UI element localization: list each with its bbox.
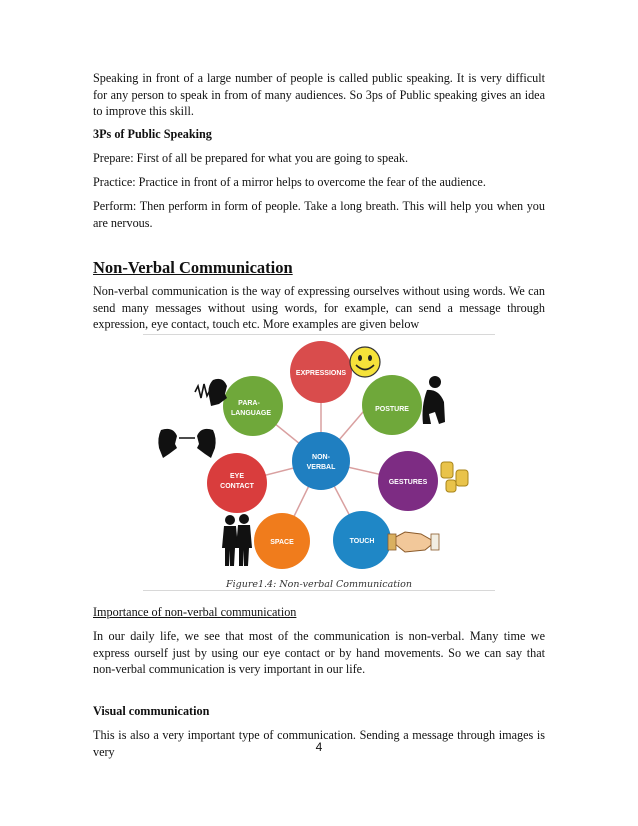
posture-label: POSTURE [375,406,409,413]
intro-paragraph: Speaking in front of a large number of people is called public speaking. It is very difficult for any person to speak in from of many audiences. So 3ps of Public speaking gives an idea to improve this skill. [93,71,545,118]
sitting-person-icon [423,376,446,424]
nonverbal-heading: Non-Verbal Communication [93,258,293,277]
visual-paragraph: This is also a very important type of communication. Sending a message through images is very [93,728,545,759]
nonverbal-diagram [143,334,495,579]
speaking-head-icon [195,379,227,406]
visual-title: Visual communication [93,704,210,718]
importance-title: Importance of non-verbal communication [93,605,297,619]
importance-paragraph: In our daily life, we see that most of the communication is non-verbal. Many time we express ourself just by using our eye contact or by hand movements. So we can say that non-verbal communication is very important in our life. [93,629,545,676]
center-label-line2: VERBAL [306,464,336,471]
hands-gesture-icon [441,462,468,492]
two-people-icon [222,514,252,566]
eye-label-line1: EYE [229,473,245,480]
smiley-icon [350,347,380,377]
para-label-line1: PARA- [238,400,260,407]
para-label-line2: LANGUAGE [230,410,272,417]
center-node [292,432,350,490]
practice-paragraph: Practice: Practice in front of a mirror helps to overcome the fear of the audience. [93,175,486,189]
prepare-paragraph: Prepare: First of all be prepared for what you are going to speak. [93,151,409,165]
figure-caption: Figure1.4: Non-verbal Communication [226,579,412,590]
figure-bottom-rule [143,590,495,591]
space-node [254,513,310,569]
space-label: SPACE [270,539,294,546]
handshake-icon [388,532,439,552]
page-number: 4 [315,740,323,754]
eye-label-line2: CONTACT [220,483,254,490]
threeps-title: 3Ps of Public Speaking [93,127,212,141]
nonverbal-paragraph: Non-verbal communication is the way of expressing ourselves without using words. We can send many messages without using words, for example, can send a message through expression, eye contact, touch etc. More examples are given below [93,284,545,331]
nonverbal-figure [143,334,495,592]
face-to-face-icon [158,429,215,458]
expressions-label: EXPRESSIONS [295,370,347,377]
eye-contact-node [207,453,267,513]
gestures-label: GESTURES [388,479,428,486]
expressions-node [290,341,352,403]
paralanguage-node [223,376,283,436]
center-label-line1: NON- [312,454,330,461]
touch-label: TOUCH [349,538,375,545]
perform-paragraph: Perform: Then perform in form of people. Take a long breath. This will help you when you are nervous. [93,199,545,230]
posture-node [362,375,422,435]
gestures-node [378,451,438,511]
touch-node [333,511,391,569]
